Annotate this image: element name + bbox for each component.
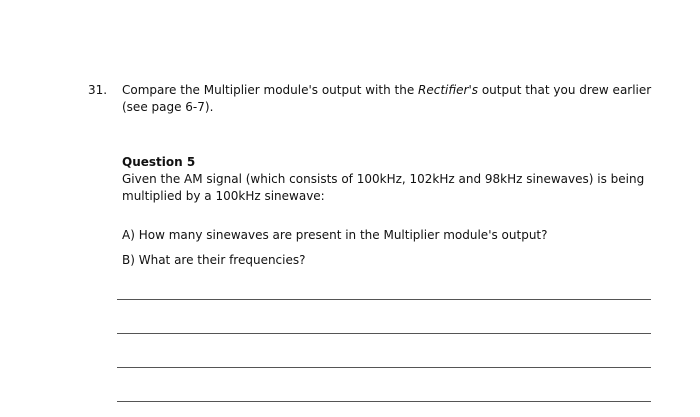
item-31-line-1 — [122, 82, 682, 99]
answer-line — [117, 299, 651, 300]
question-body — [122, 171, 662, 205]
question-part-a: A) How many sinewaves are present in the Multiplier module's output? — [122, 228, 548, 242]
item-31-line-1-pre: Compare the Multiplier module's output with the — [122, 83, 419, 97]
item-31-line-1-post: output that you drew earlier — [478, 83, 652, 97]
answer-line — [117, 367, 651, 368]
question-part-b: B) What are their frequencies? — [122, 253, 306, 267]
question-body-line-2: multiplied by a 100kHz sinewave: — [122, 189, 325, 203]
answer-line — [117, 401, 651, 402]
item-31-line-2: (see page 6-7). — [122, 100, 214, 114]
rectifier-italic: Rectifier's — [418, 83, 478, 97]
question-heading: Question 5 — [122, 155, 196, 169]
answer-line — [117, 333, 651, 334]
question-body-line-1: Given the AM signal (which consists of 100kHz, 102kHz and 98kHz sinewaves) is being — [122, 172, 645, 186]
item-number: 31. — [88, 83, 108, 97]
item-31-text — [122, 82, 682, 116]
